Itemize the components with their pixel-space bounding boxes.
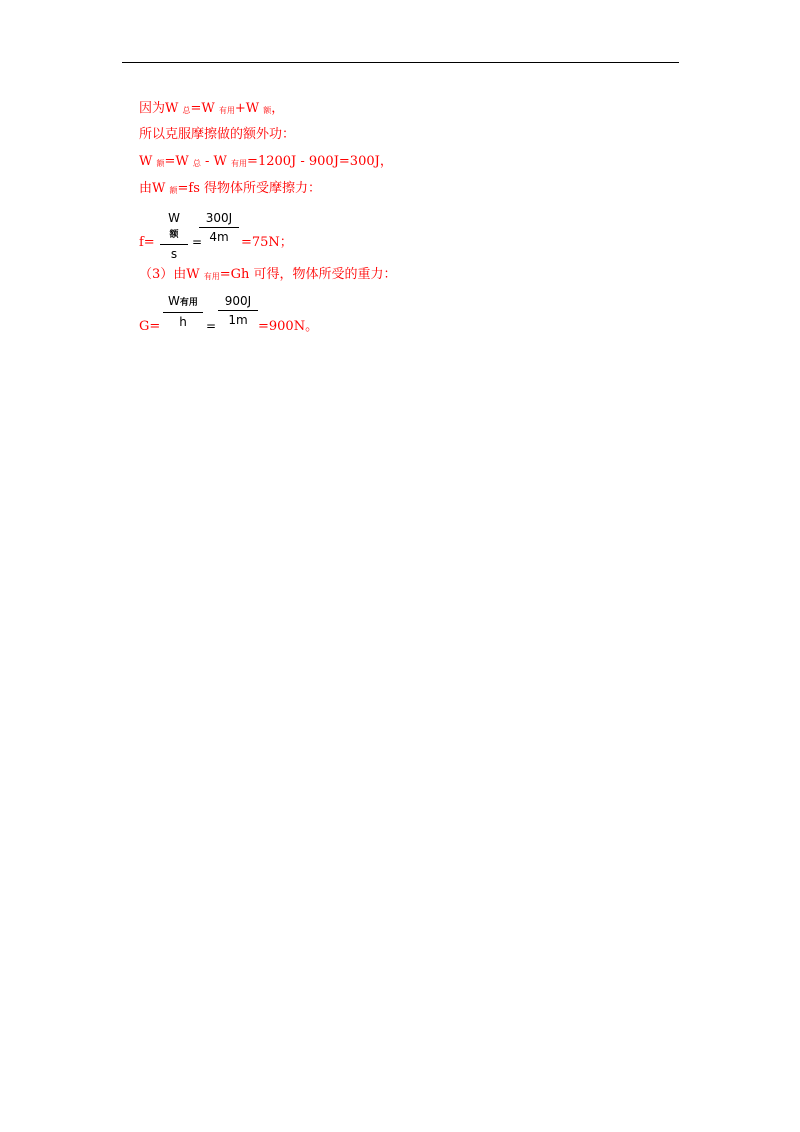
subscript: 额 [263, 106, 272, 115]
text: W [139, 154, 157, 169]
header-rule [122, 62, 679, 63]
denominator: s [170, 247, 178, 261]
formula1-result: =75N； [241, 235, 293, 250]
formula2-fraction-2 [218, 294, 258, 328]
subscript: 额 [169, 186, 178, 195]
numerator: 900J [218, 294, 258, 311]
text: （3）由W [139, 267, 204, 282]
numerator: W有用 [163, 294, 203, 313]
numerator: W额 [160, 211, 188, 245]
text: =W [164, 154, 193, 169]
subscript: 总 [192, 159, 201, 168]
formula1-lhs: f= [139, 235, 155, 250]
formula2-fraction-1 [163, 294, 203, 330]
denominator: 4m [209, 230, 229, 244]
text: =fs 得物体所受摩擦力： [177, 181, 322, 196]
formula1-fraction-2 [199, 211, 239, 245]
text-line-2: 所以克服摩擦做的额外功： [139, 127, 296, 142]
text: =W [190, 101, 219, 116]
formula2-lhs: G= [139, 319, 161, 334]
text: 由W [139, 181, 170, 196]
text-line-1 [139, 101, 284, 119]
subscript: 总 [182, 106, 191, 115]
text-line-6 [139, 267, 397, 285]
text: +W [234, 101, 264, 116]
formula1-equals: = [192, 235, 203, 249]
subscript: 有用 [203, 272, 220, 281]
numerator: 300J [199, 211, 239, 228]
formula2-equals: = [206, 319, 217, 333]
text: ， [271, 101, 285, 116]
text: - W [200, 154, 232, 169]
subscript: 有用 [231, 159, 248, 168]
text: =1200J - 900J=300J， [247, 154, 393, 169]
text-line-4 [139, 181, 321, 199]
formula1-fraction-1 [160, 211, 188, 262]
denominator: 1m [228, 313, 248, 327]
formula2-result: =900N。 [258, 319, 319, 334]
text-line-3 [139, 154, 393, 172]
text: =Gh 可得，物体所受的重力： [219, 267, 397, 282]
subscript: 有用 [218, 106, 235, 115]
denominator: h [179, 315, 187, 329]
subscript: 额 [156, 159, 165, 168]
text: 因为W [139, 101, 183, 116]
